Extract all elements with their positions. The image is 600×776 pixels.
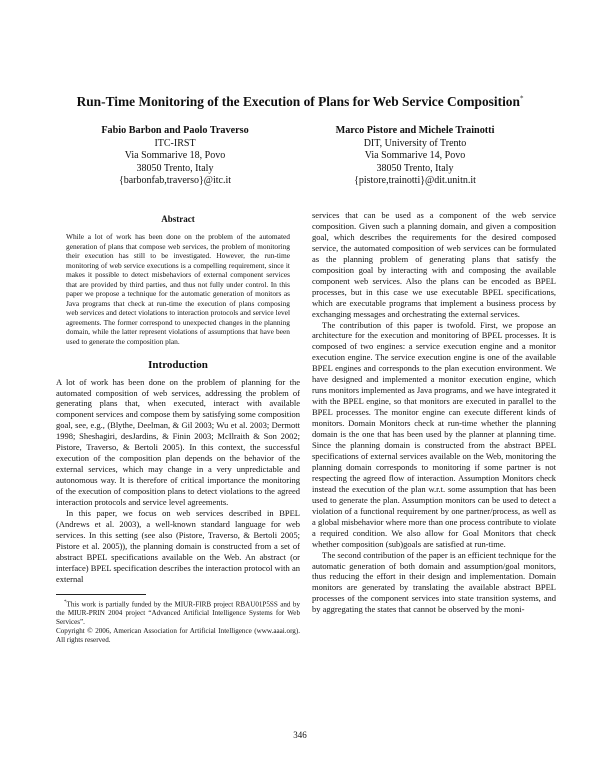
- intro-paragraph-1: A lot of work has been done on the problem of planning for the automated composition of web services, addressing the problem of generating plans that, when executed, interact with available component services and compose them by satisfying some composition goal, see, e.g., (Blythe, Deelman, & Gil 2003; Wu et al. 2003; Dermott 1998; Sheshagiri, desJardins, & Finin 2003; McIlraith & Son 2002; Pistore, Traverso, & Bertoli 2005). In this context, the successful execution of the composition plan depends on the behavior of the external services, which may change in a very unpredictable and autonomous way. It is therefore of critical importance the monitoring of the execution of composition plans to detect violations to the agreed interaction protocols and service level agreements.: [56, 376, 300, 508]
- footnote: [56, 598, 300, 645]
- paper-title: Run-Time Monitoring of the Execution of Plans for Web Service Composition*: [76, 94, 524, 109]
- address-city-left: 38050 Trento, Italy: [136, 162, 214, 174]
- address-city-right: 38050 Trento, Italy: [376, 162, 454, 174]
- footnote-mark: *: [64, 599, 67, 605]
- abstract-heading: Abstract: [161, 214, 195, 224]
- author-block-right: [310, 125, 520, 188]
- abstract-text: While a lot of work has been done on the problem of the automated generation of plans that compose web services, the problem of monitoring their execution has still to be investigated. However, the run-time monitoring of web service executions is a compelling requirement, since it makes it possible to detect misbehaviors of external component services that are provided by third parties, and thus not fully under control. In this paper we propose a technique for the automatic generation of monitors as Java programs that check at run-time the execution of plans composing web services and detect violations to interaction protocols and service level agreements. The former correspond to unexpected changes in the planning domain, while the latter represent violations of assumptions that have been used to generate the composition plan.: [66, 232, 290, 347]
- page-number: 346: [293, 730, 307, 740]
- affiliation-left: ITC-IRST: [154, 137, 196, 149]
- footnote-copyright: Copyright © 2006, American Association for Artificial Intelligence (www.aaai.org). All rights reserved.: [56, 627, 300, 645]
- abstract-section: [56, 214, 300, 347]
- intro-paragraph-2: In this paper, we focus on web services described in BPEL (Andrews et al. 2003), a well-known standard language for web services. In this setting (see also (Pistore, Traverso, & Bertoli 2005; Pistore et al. 2005)), the planning domain is constructed from a set of abstract BPEL specifications available on the Web. An abstract (or interface) BPEL specification describes the interaction protocol with an external: [56, 508, 300, 584]
- author-names-left: Fabio Barbon and Paolo Traverso: [101, 125, 249, 136]
- right-paragraph-3: The second contribution of the paper is an efficient technique for the automatic generation of both domain and assumption/goal monitors, thus reducing the effort in their design and implementation. Domain monitors are generated by translating the available abstract BPEL processes of the component services into state transition systems, and by aggregating the states that cannot be observed by the moni-: [312, 549, 556, 615]
- email-right: {pistore,trainotti}@dit.unitn.it: [354, 175, 476, 187]
- footnote-funding: *This work is partially funded by the MIUR-FIRB project RBAU01P5SS and by the MIUR-PRIN 2004 project “Advanced Artificial Intelligence Systems for Web Services”.: [56, 599, 300, 627]
- introduction-heading: Introduction: [148, 358, 208, 371]
- right-column: [312, 210, 556, 615]
- footnote-divider: [56, 594, 146, 595]
- author-block-left: [75, 125, 275, 188]
- address-street-left: Via Sommarive 18, Povo: [124, 150, 226, 162]
- right-paragraph-1: services that can be used as a component of the web service composition. Given such a planning domain, and given a composition goal, which describes the requirements for the desired composed service, the automated composition of web services can be formulated as the planning problem of generating plans that satisfy the composition goal by interacting with and composing the available component web services. Also the plans can be encoded as BPEL processes, but in this case we use executable BPEL specifications, which are executable programs that implement a business process by exchanging messages and orchestrating the external services.: [312, 210, 556, 319]
- right-paragraph-2: The contribution of this paper is twofold. First, we propose an architecture for the execution and monitoring of BPEL processes. It is composed of two engines: a service execution engine and a monitor execution engine. The service execution engine is one of the available BPEL engines and corresponds to the plan execution environment. We have designed and implemented a monitor execution engine, which runs monitors implemented as Java programs, and we have integrated it with the BPEL engine, so that monitors are executed in parallel to the BPEL processes. The monitor engine can execute different kinds of monitors. Domain Monitors check at run-time whether the planning domain is the one that has been used by the planner at planning time. Since the planning domain is constructed from the abstract BPEL specifications of external services available on the Web, monitoring the planning domain corresponds to monitoring if some partner is not respecting the agreed flow of interaction. Assumption Monitors check instead the execution of the plan w.r.t. some assumption that has been used to generate the plan. Assumption monitors can be used to detect a violation of a functional requirement by one partner/process, as well as a global misbehavior where more than one process contribute to violate a required condition. We also allow for Goal Monitors that check whether composition (sub)goals are satisfied at run-time.: [312, 319, 556, 549]
- left-column: [56, 214, 300, 645]
- author-names-right: Marco Pistore and Michele Trainotti: [335, 125, 495, 136]
- title-footnote-mark: *: [519, 94, 524, 103]
- affiliation-right: DIT, University of Trento: [363, 137, 467, 149]
- email-left: {barbonfab,traverso}@itc.it: [118, 175, 232, 187]
- address-street-right: Via Sommarive 14, Povo: [364, 150, 466, 162]
